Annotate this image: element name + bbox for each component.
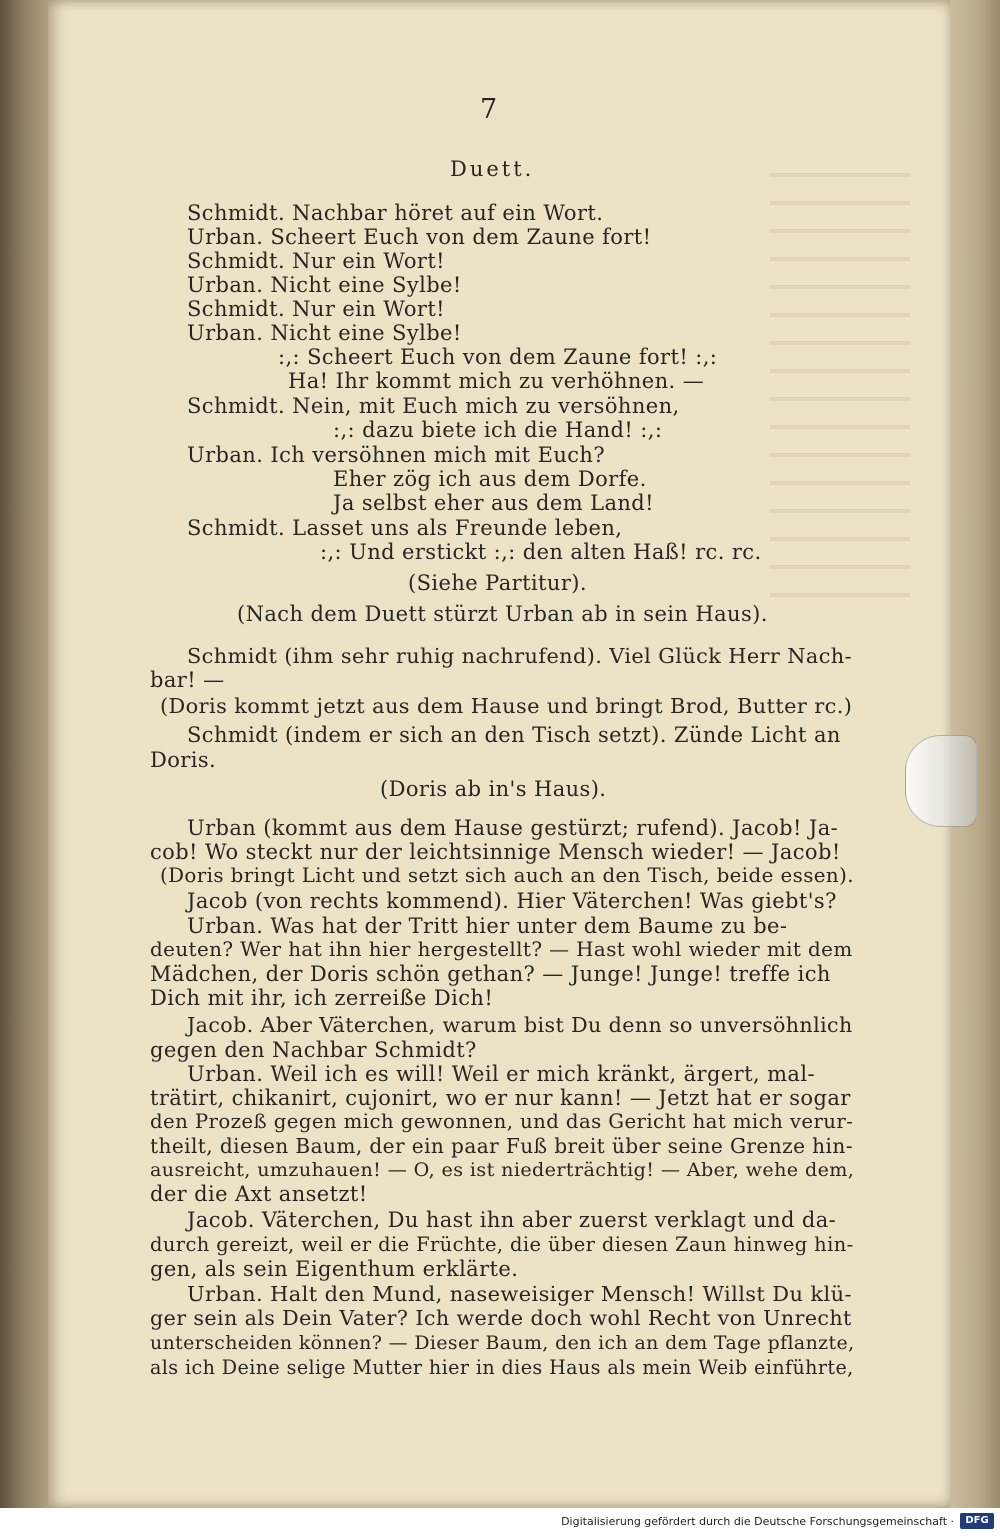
text-line: Schmidt (ihm sehr ruhig nachrufend). Viel Glück Herr Nach-	[187, 644, 853, 668]
text-line: Jacob (von rechts kommend). Hier Väterchen! Was giebt's?	[187, 889, 837, 913]
section-heading: Duett.	[450, 157, 535, 181]
text-line: gegen den Nachbar Schmidt?	[150, 1038, 477, 1062]
text-line: Urban. Weil ich es will! Weil er mich kränkt, ärgert, mal-	[187, 1062, 815, 1086]
text-line: (Siehe Partitur).	[408, 571, 587, 595]
text-line: als ich Deine selige Mutter hier in dies Haus als mein Weib einführte,	[150, 1356, 854, 1379]
text-line: Urban (kommt aus dem Hause gestürzt; rufend). Jacob! Ja-	[187, 816, 839, 840]
text-line: Schmidt. Lasset uns als Freunde leben,	[187, 516, 623, 540]
text-line: gen, als sein Eigenthum erklärte.	[150, 1257, 519, 1281]
text-line: Doris.	[150, 748, 217, 772]
text-line: Urban. Halt den Mund, naseweisiger Mensch! Willst Du klü-	[187, 1282, 852, 1306]
text-line: bar! —	[150, 668, 225, 692]
page-number: 7	[480, 94, 498, 125]
stage-direction: (Doris bringt Licht und setzt sich auch an den Tisch, beide essen).	[160, 864, 854, 887]
text-line: Dich mit ihr, ich zerreiße Dich!	[150, 986, 494, 1010]
text-line: Ha! Ihr kommt mich zu verhöhnen. —	[288, 369, 705, 393]
text-line: ger sein als Dein Vater? Ich werde doch wohl Recht von Unrecht	[150, 1306, 852, 1330]
text-line: der die Axt ansetzt!	[150, 1182, 368, 1206]
stage-direction: (Doris kommt jetzt aus dem Hause und bringt Brod, Butter rc.)	[160, 694, 853, 718]
text-line: den Prozeß gegen mich gewonnen, und das Gericht hat mich verur-	[150, 1110, 854, 1133]
text-line: Schmidt. Nachbar höret auf ein Wort.	[187, 201, 604, 225]
text-line: Eher zög ich aus dem Dorfe.	[333, 467, 647, 491]
text-line: unterscheiden können? — Dieser Baum, den ich an dem Tage pflanzte,	[150, 1332, 855, 1354]
text-line: durch gereizt, weil er die Früchte, die über diesen Zaun hinweg hin-	[150, 1233, 854, 1256]
text-line: Schmidt (indem er sich an den Tisch setzt). Zünde Licht an	[187, 723, 841, 747]
text-line: deuten? Wer hat ihn hier hergestellt? — Hast wohl wieder mit dem	[150, 938, 853, 961]
text-line: Schmidt. Nur ein Wort!	[187, 297, 446, 321]
text-line: Ja selbst eher aus dem Land!	[333, 491, 654, 515]
text-line: :,: Scheert Euch von dem Zaune fort! :,:	[278, 345, 718, 369]
dfg-logo: DFG	[960, 1513, 994, 1529]
text-line: Schmidt. Nein, mit Euch mich zu versöhnen,	[187, 394, 680, 418]
stage-direction: (Nach dem Duett stürzt Urban ab in sein Haus).	[237, 602, 768, 626]
text-line: theilt, diesen Baum, der ein paar Fuß breit über seine Grenze hin-	[150, 1134, 853, 1158]
text-line: Mädchen, der Doris schön gethan? — Junge! Junge! treffe ich	[150, 962, 831, 986]
text-line: Urban. Nicht eine Sylbe!	[187, 321, 462, 345]
text-line: trätirt, chikanirt, cujonirt, wo er nur kann! — Jetzt hat er sogar	[150, 1086, 851, 1110]
text-line: Jacob. Aber Väterchen, warum bist Du denn so unversöhnlich	[187, 1013, 853, 1037]
text-line: Jacob. Väterchen, Du hast ihn aber zuerst verklagt und da-	[187, 1208, 837, 1232]
text-line: :,: dazu biete ich die Hand! :,:	[333, 418, 663, 442]
text-line: ausreicht, umzuhauen! — O, es ist niederträchtig! — Aber, wehe dem,	[150, 1158, 855, 1181]
stage-direction: (Doris ab in's Haus).	[380, 777, 607, 801]
text-line: Urban. Nicht eine Sylbe!	[187, 273, 462, 297]
text-line: Urban. Scheert Euch von dem Zaune fort!	[187, 225, 652, 249]
text-line: Schmidt. Nur ein Wort!	[187, 249, 446, 273]
footer-credit: Digitalisierung gefördert durch die Deutsche Forschungsgemeinschaft ·	[561, 1515, 954, 1528]
text-line: Urban. Was hat der Tritt hier unter dem Baume zu be-	[187, 914, 788, 938]
text-line: :,: Und erstickt :,: den alten Haß! rc. rc.	[320, 540, 762, 564]
text-line: cob! Wo steckt nur der leichtsinnige Mensch wieder! — Jacob!	[150, 840, 841, 864]
text-line: Urban. Ich versöhnen mich mit Euch?	[187, 443, 605, 467]
